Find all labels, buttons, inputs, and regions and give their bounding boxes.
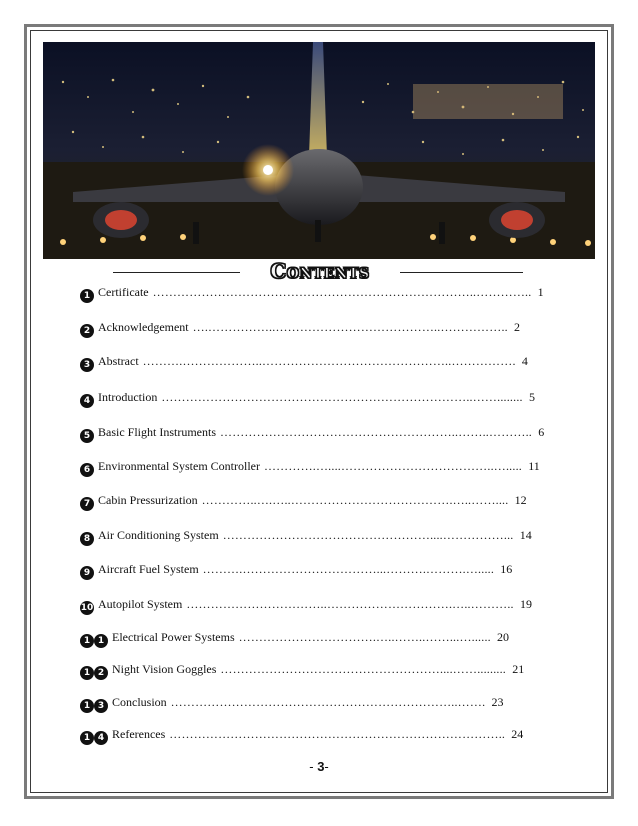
page-number: 11: [528, 459, 540, 473]
entry-title: References: [112, 727, 166, 741]
entry-title: Autopilot System: [98, 597, 183, 611]
page-number: 6: [538, 425, 545, 439]
number-badge: 3: [94, 699, 108, 713]
page-number: 2: [514, 320, 521, 334]
dot-leader: …………..….…..………………………………….…..……....: [201, 493, 512, 507]
entry-title: Basic Flight Instruments: [98, 425, 216, 439]
page-number: 20: [497, 630, 510, 644]
number-badge: 1: [80, 634, 94, 648]
footer-prefix: -: [309, 759, 318, 774]
airplane-night-photo: [43, 42, 595, 259]
heading-rule-right: [400, 272, 523, 273]
page-footer: [0, 759, 638, 774]
entry-title: Abstract: [98, 354, 139, 368]
heading-rule-left: [113, 272, 240, 273]
number-badge: 10: [80, 603, 94, 613]
dot-leader: …………………………………………………………………..……........: [161, 390, 526, 404]
number-badge: 1: [94, 634, 108, 648]
page-number: 5: [528, 390, 535, 404]
dot-leader: ……………………………………………………………………..…………..: [152, 285, 535, 299]
entry-title: Certificate: [98, 285, 149, 299]
number-badge: 6: [80, 463, 94, 477]
dot-leader: ……………………………..………………………….…..………..: [186, 597, 517, 611]
entry-title: Environmental System Controller: [98, 459, 260, 473]
number-badge: 1: [80, 289, 94, 303]
number-badge: 5: [80, 429, 94, 443]
page-number: 19: [519, 597, 532, 611]
entry-title: Electrical Power Systems: [112, 630, 235, 644]
page-number: 16: [500, 562, 513, 576]
dot-leader: ……………………………………………………………..…….: [170, 695, 489, 709]
dot-leader: …………………………………………………..……..………..: [220, 425, 536, 439]
dot-leader: ……….……………………………...……….……….….....: [202, 562, 498, 576]
footer-suffix: -: [324, 759, 329, 774]
number-badge: 1: [80, 699, 94, 713]
entry-title: Cabin Pressurization: [98, 493, 198, 507]
footer-page-number: 3: [317, 759, 325, 774]
page-number: 23: [491, 695, 504, 709]
number-badge: 1: [80, 731, 94, 745]
contents-title: Contents: [270, 259, 370, 283]
page-number: 12: [514, 493, 527, 507]
page-number: 4: [521, 354, 528, 368]
entry-title: Conclusion: [112, 695, 167, 709]
dot-leader: ….……………..…………………………………..……………..: [192, 320, 512, 334]
dot-leader: ………….…....………………………………..….....: [263, 459, 526, 473]
dot-leader: ……………………………………………....……………...: [222, 528, 517, 542]
number-badge: 4: [94, 731, 108, 745]
number-badge: 4: [80, 394, 94, 408]
dot-leader: ……….………………..………………………………………..…………….: [142, 354, 519, 368]
page-number: 14: [519, 528, 532, 542]
contents-heading: [0, 259, 638, 285]
entry-title: Introduction: [98, 390, 158, 404]
page-number: 24: [511, 727, 524, 741]
page-number: 21: [512, 662, 525, 676]
number-badge: 8: [80, 532, 94, 546]
entry-title: Aircraft Fuel System: [98, 562, 199, 576]
page-number: 1: [537, 285, 544, 299]
entry-title: Night Vision Goggles: [112, 662, 217, 676]
number-badge: 9: [80, 566, 94, 580]
dot-leader: ………………………………………………....…….........: [220, 662, 510, 676]
number-badge: 7: [80, 497, 94, 511]
entry-title: Acknowledgement: [98, 320, 189, 334]
entry-title: Air Conditioning System: [98, 528, 219, 542]
number-badge: 2: [94, 666, 108, 680]
number-badge: 3: [80, 358, 94, 372]
dot-leader: ………………………………………………………………………..: [169, 727, 509, 741]
number-badge: 1: [80, 666, 94, 680]
dot-leader: …………………………….…..……..……...…......: [238, 630, 495, 644]
number-badge: 2: [80, 324, 94, 338]
